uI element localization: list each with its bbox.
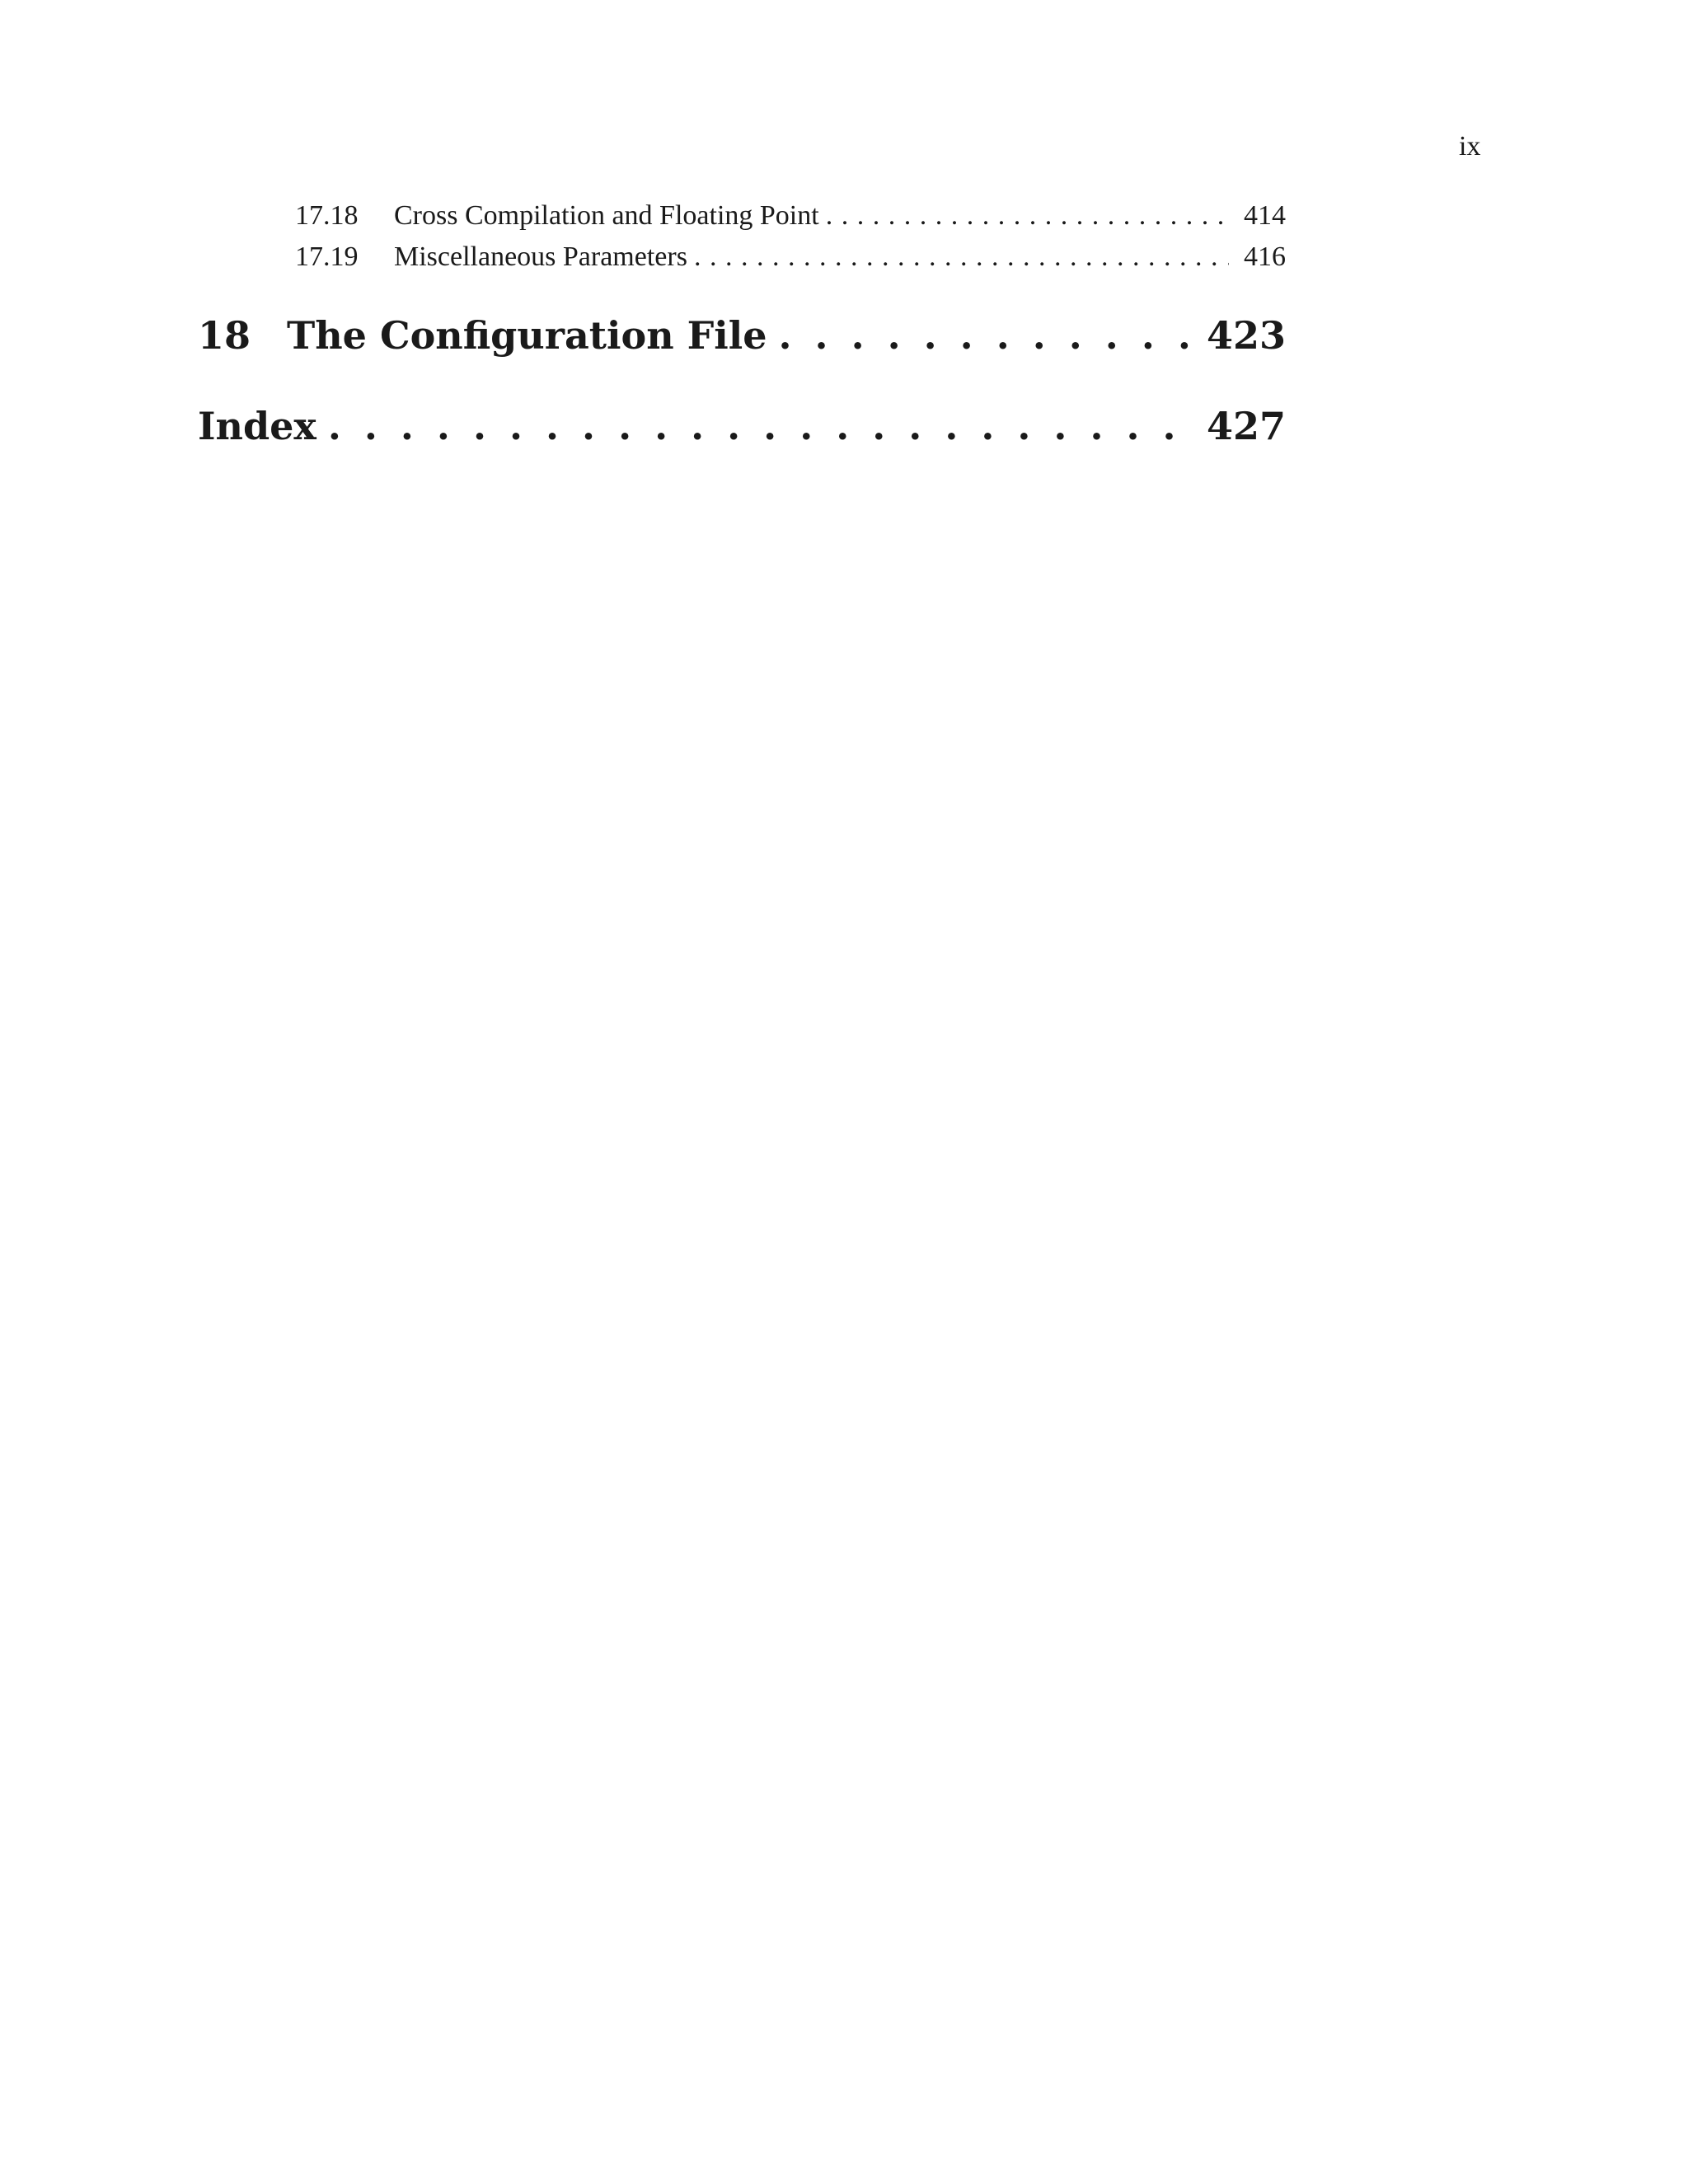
toc-chapter-number: 18 (198, 313, 251, 358)
toc-entry-title: Cross Compilation and Floating Point (394, 200, 819, 231)
toc-entry-chapter-18[interactable] (198, 313, 1286, 358)
toc-entry-index[interactable] (198, 404, 1286, 448)
toc-chapter-title: The Configuration File (287, 313, 767, 358)
toc-chapter-page: 423 (1206, 313, 1286, 358)
toc-entry-title: Miscellaneous Parameters (394, 241, 687, 272)
toc-entry-number: 17.18 (295, 200, 359, 231)
toc-index-title: Index (198, 404, 316, 448)
toc-entry-section-17-18[interactable] (295, 199, 1286, 232)
page-number: ix (1459, 131, 1481, 162)
toc-entry-page: 414 (1244, 200, 1286, 231)
toc-entry-number: 17.19 (295, 241, 359, 272)
toc-index-page: 427 (1206, 404, 1286, 448)
toc-entry-page: 416 (1244, 241, 1286, 272)
toc-leader-dots (779, 313, 1190, 358)
toc-leader-dots (826, 199, 1229, 232)
toc-leader-dots (694, 241, 1229, 274)
toc-entry-section-17-19[interactable] (295, 241, 1286, 274)
toc-leader-dots (328, 404, 1190, 448)
